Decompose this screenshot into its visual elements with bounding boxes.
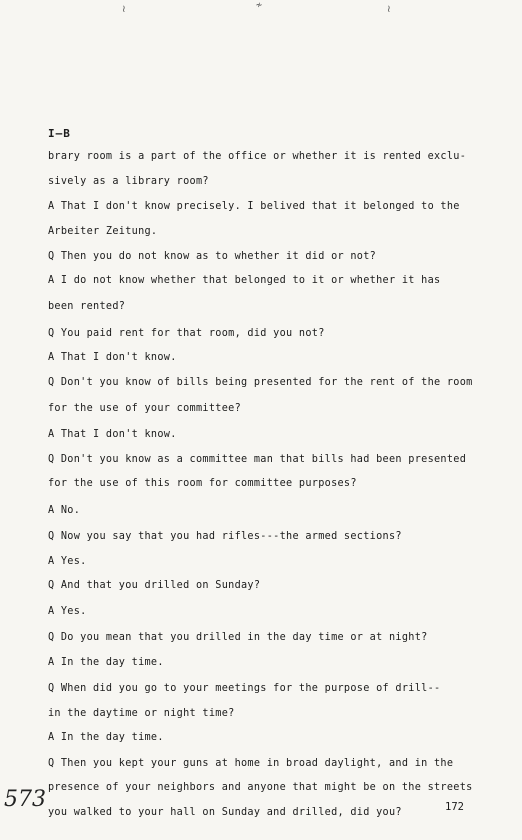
transcript-line: you walked to your hall on Sunday and drilled, did you? xyxy=(48,807,402,818)
transcript-line: A That I don't know. xyxy=(48,352,177,363)
transcript-line: Q Then you do not know as to whether it did or not? xyxy=(48,251,377,262)
scan-mark: ≀ xyxy=(387,4,391,15)
transcript-line: A Yes. xyxy=(48,556,87,567)
transcript-line: A No. xyxy=(48,505,81,516)
transcript-line: Q You paid rent for that room, did you not? xyxy=(48,328,325,339)
transcript-line: been rented? xyxy=(48,301,126,312)
transcript-line: brary room is a part of the office or whether it is rented exclu- xyxy=(48,151,467,162)
transcript-line: Q Don't you know of bills being presented for the rent of the room xyxy=(48,377,473,388)
transcript-line: in the daytime or night time? xyxy=(48,708,235,719)
transcript-line: for the use of this room for committee purposes? xyxy=(48,478,357,489)
transcript-line: A In the day time. xyxy=(48,732,164,743)
margin-page-note: 573 xyxy=(4,787,46,812)
transcript-line: sively as a library room? xyxy=(48,176,209,187)
transcript-line: Q Now you say that you had rifles---the armed sections? xyxy=(48,531,402,542)
section-label: I—B xyxy=(48,127,71,140)
transcript-line: A That I don't know precisely. I belived that it belonged to the xyxy=(48,201,460,212)
transcript-line: for the use of your committee? xyxy=(48,403,242,414)
transcript-line: Q Then you kept your guns at home in broad daylight, and in the xyxy=(48,758,454,769)
scan-mark: ≀ xyxy=(122,4,126,15)
transcript-line: Q When did you go to your meetings for the purpose of drill-- xyxy=(48,683,441,694)
transcript-line: presence of your neighbors and anyone that might be on the streets xyxy=(48,782,473,793)
transcript-line: A That I don't know. xyxy=(48,429,177,440)
transcript-line: Arbeiter Zeitung. xyxy=(48,226,158,237)
transcript-line: Q Don't you know as a committee man that bills had been presented xyxy=(48,454,467,465)
transcript-line: A Yes. xyxy=(48,606,87,617)
page-number: 172 xyxy=(445,801,464,813)
transcript-line: A In the day time. xyxy=(48,657,164,668)
transcript-line: A I do not know whether that belonged to it or whether it has xyxy=(48,275,441,286)
transcript-line: Q Do you mean that you drilled in the day time or at night? xyxy=(48,632,428,643)
transcript-line: Q And that you drilled on Sunday? xyxy=(48,580,261,591)
scan-mark: ≁ xyxy=(256,0,263,11)
